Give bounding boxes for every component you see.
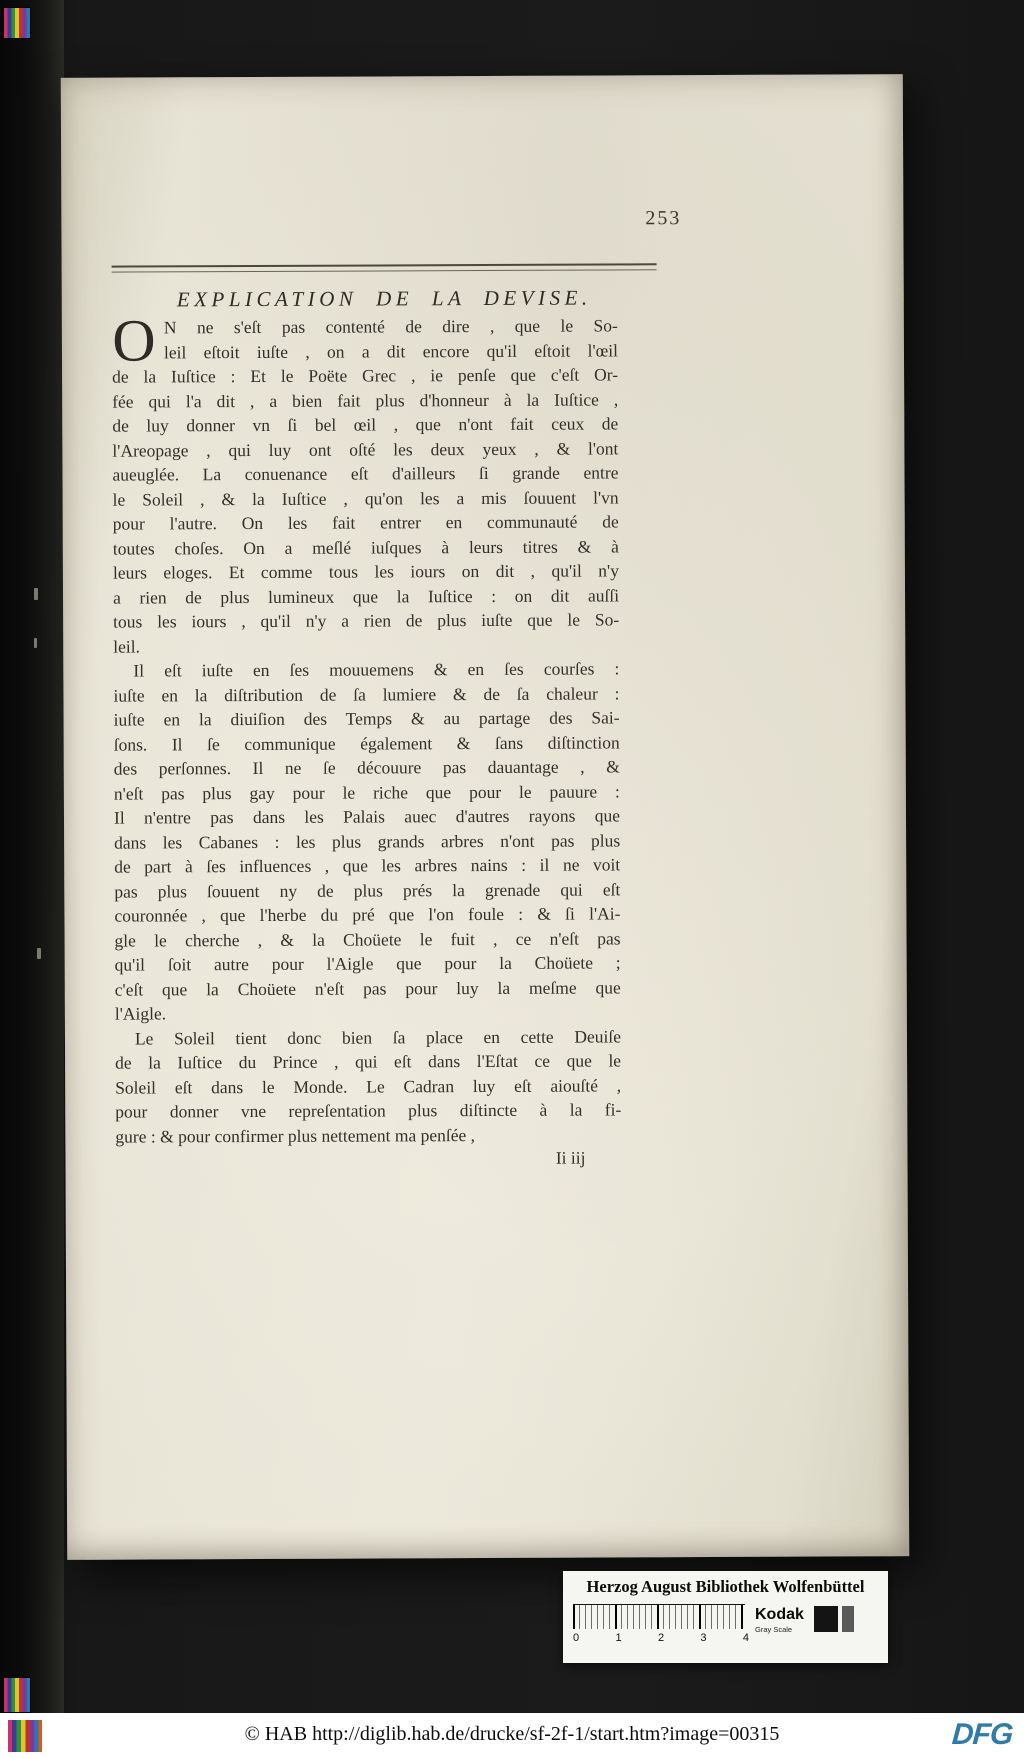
dfg-logo: DFG bbox=[950, 1718, 1014, 1751]
paragraph bbox=[112, 307, 620, 658]
text-line: Il eſt iuſte en ſes mouuemens & en ſes courſes : bbox=[133, 658, 620, 681]
dropcap-letter: O bbox=[112, 307, 156, 374]
text-line: pour l'autre. On les fait entrer en communauté de bbox=[112, 511, 619, 534]
text-line: l'Aigle. bbox=[114, 1003, 167, 1024]
grayscale-label: Gray Scale bbox=[755, 1625, 793, 1634]
text-line: iuſte en la diuiſion des Temps & au partage des Sai- bbox=[113, 707, 620, 730]
page-edge-mark bbox=[37, 948, 41, 959]
text-line: Le Soleil tient donc bien ſa place en cette Deuiſe bbox=[134, 1025, 622, 1049]
text-line: c'eſt que la Choüete n'eſt pas pour luy la meſme que bbox=[114, 976, 621, 1000]
text-line: pas plus ſouuent ny de plus prés la grenade qui eſt bbox=[114, 878, 621, 902]
gray-patch-mid bbox=[842, 1606, 854, 1632]
gray-patch-dark bbox=[814, 1606, 838, 1632]
text-line: l'Areopage , qui luy ont oſté les deux yeux , & l'ont bbox=[112, 437, 619, 461]
text-line: aueuglée. La conuenance eſt d'ailleurs ſi grande entre bbox=[112, 462, 619, 485]
tick-label-4: 4 bbox=[742, 1632, 749, 1644]
tick-label-2: 2 bbox=[657, 1632, 665, 1644]
text-line: leil. bbox=[113, 636, 141, 657]
color-calibration-strip-bottom bbox=[4, 1678, 30, 1712]
ruler-scale bbox=[573, 1604, 745, 1629]
book-spine-shadow bbox=[0, 0, 64, 1759]
tick-label-3: 3 bbox=[700, 1632, 707, 1644]
chapter-title: EXPLICATION DE LA DEVISE. bbox=[176, 285, 592, 312]
ruler-numbers bbox=[573, 1632, 749, 1644]
text-line: Soleil eſt dans le Monde. Le Cadran luy eſt aiouſté , bbox=[115, 1074, 622, 1098]
text-line: le Soleil , & la Iuſtice , qu'on les a mis ſouuent l'vn bbox=[112, 486, 619, 510]
signature-mark: Ii iij bbox=[555, 1147, 586, 1168]
text-line: de la Iuſtice du Prince , qui eſt dans l'Eſtat ce que le bbox=[115, 1050, 622, 1073]
text-line: tous les iours , qu'il n'y a rien de plus iuſte que le So- bbox=[113, 609, 620, 632]
text-line: N ne s'eſt pas contenté de dire , que le So- bbox=[163, 315, 618, 338]
text-line: gle le cherche , & la Choüete le fuit , ce n'eſt pas bbox=[114, 927, 621, 951]
calibration-card-row bbox=[573, 1604, 878, 1644]
page-number: 253 bbox=[645, 207, 682, 230]
grayscale-calibration-card bbox=[563, 1571, 888, 1663]
text-line: toutes choſes. On a meſlé iuſques à leurs titres & à bbox=[112, 535, 619, 559]
gray-patches bbox=[814, 1604, 854, 1632]
tick-label-1: 1 bbox=[615, 1632, 622, 1644]
text-line: n'eſt pas plus gay pour le riche que pour le pauure : bbox=[113, 780, 620, 804]
text-line: ſons. Il ſe communique également & ſans diſtinction bbox=[113, 731, 620, 755]
text-line: pour donner vne repreſentation plus diſtincte à la fi- bbox=[115, 1099, 622, 1122]
book-page-scan bbox=[61, 74, 909, 1560]
page-edge-mark bbox=[34, 588, 38, 600]
text-line: qu'il ſoit autre pour l'Aigle que pour la Choüete ; bbox=[114, 952, 621, 975]
text-line: dans les Cabanes : les plus grands arbres n'ont pas plus bbox=[114, 829, 621, 853]
header-double-rule bbox=[112, 263, 657, 272]
paragraph bbox=[115, 1024, 622, 1149]
library-name: Herzog August Bibliothek Wolfenbüttel bbox=[586, 1577, 865, 1596]
text-line: Il n'entre pas dans les Palais auec d'autres rayons que bbox=[113, 805, 621, 828]
ruler-column bbox=[573, 1604, 749, 1644]
text-line: iuſte en la diſtribution de ſa lumiere & de ſa chaleur : bbox=[113, 682, 620, 706]
color-calibration-strip-top bbox=[4, 8, 30, 38]
page-text bbox=[112, 307, 622, 1148]
text-line: de luy donner vn ſi bel œil , que n'ont fait ceux de bbox=[112, 413, 619, 436]
tick-label-0: 0 bbox=[573, 1632, 580, 1644]
copyright-url: © HAB http://diglib.hab.de/drucke/sf-2f-1/start.htm?image=00315 bbox=[244, 1723, 780, 1745]
page-edge-mark bbox=[34, 638, 37, 648]
brand-block bbox=[755, 1604, 804, 1634]
text-line: de la Iuſtice : Et le Poëte Grec , ie penſe que c'eſt Or- bbox=[112, 364, 619, 387]
text-line: de part à ſes influences , que les arbres nains : il ne voit bbox=[114, 854, 621, 877]
viewer-footer-bar bbox=[0, 1713, 1024, 1759]
kodak-label: Kodak bbox=[755, 1606, 804, 1623]
text-line: fée qui l'a dit , a bien fait plus d'honneur à la Iuſtice , bbox=[112, 388, 619, 412]
text-line: leurs eloges. Et comme tous les iours on dit , qu'il n'y bbox=[112, 560, 619, 583]
text-line: couronnée , que l'herbe du pré que l'on foule : & ſi l'Ai- bbox=[114, 903, 621, 926]
paragraph bbox=[113, 656, 621, 1026]
text-line: a rien de plus lumineux que la Iuſtice : on dit auſſi bbox=[112, 584, 620, 608]
text-line: des perſonnes. Il ne ſe découure pas dauantage , & bbox=[113, 756, 620, 779]
text-line: gure : & pour confirmer plus nettement ma penſée , bbox=[115, 1124, 476, 1147]
text-line: leil eſtoit iuſte , on a dit encore qu'il eſtoit l'œil bbox=[163, 339, 619, 362]
